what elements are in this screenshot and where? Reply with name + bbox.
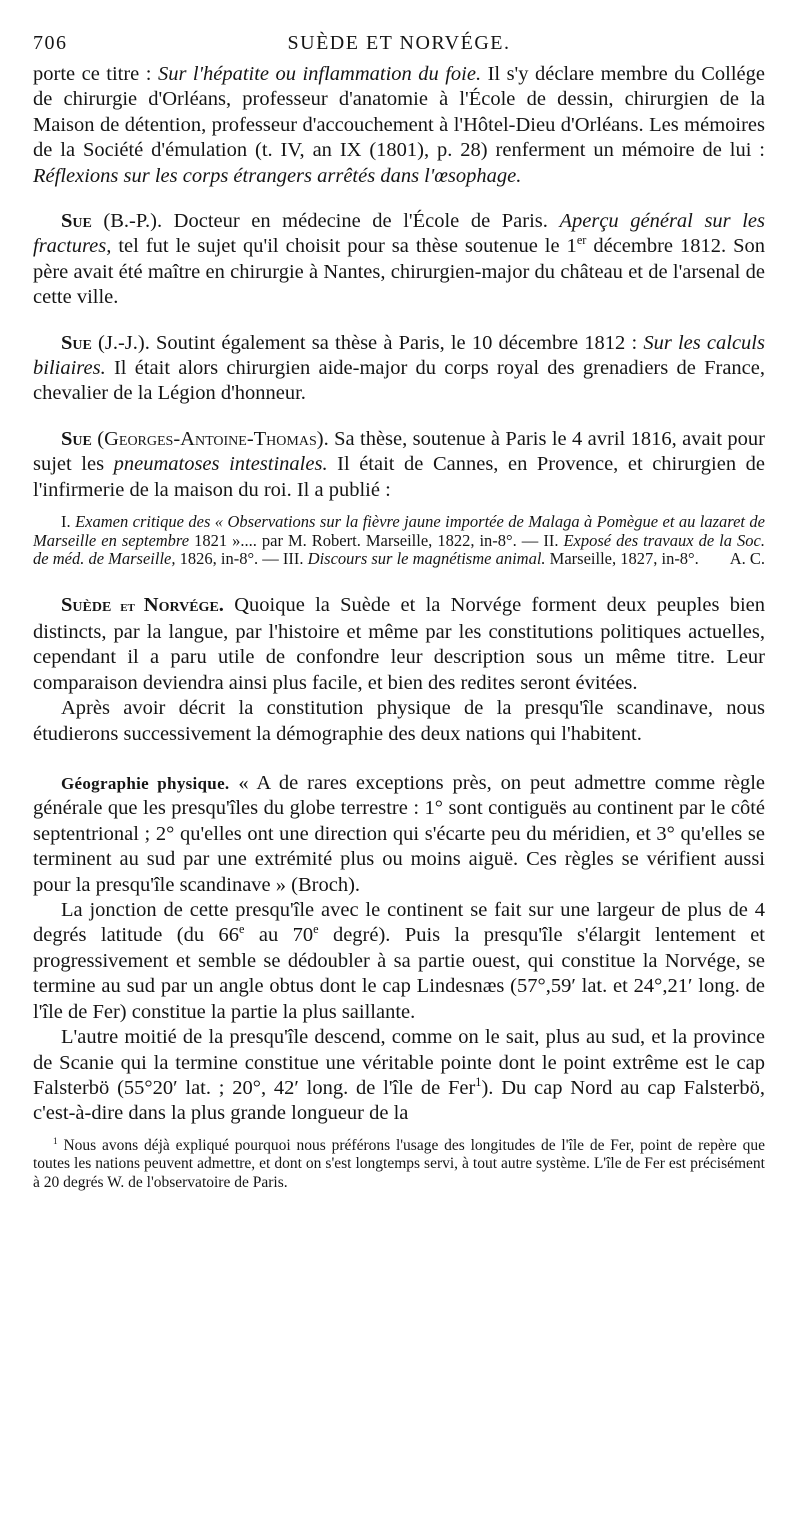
footnote-ref: 1 [475,1075,482,1090]
page-body [33,62,765,1127]
entry-full-name: Georges-Antoine-Thomas [104,427,317,450]
article-heading-et: et [111,598,144,615]
section-geographie [33,771,765,898]
text: Après avoir décrit la constitution physique de la presqu'île scandinave, nous étudierons successivement la démographie des deux nations qui l'habitent. [33,697,765,745]
bibliography-list [33,513,765,569]
italic-title: Exposé des travaux de la Soc. de méd. de Marseille, [33,530,765,569]
paragraph [33,696,765,747]
paragraph [33,1025,765,1127]
italic-title: Examen critique des « Observations sur la fièvre jaune importée de Malaga à Pomègue et au lazaret de Marseille en septembre [33,512,766,550]
superscript: e [313,922,319,937]
text: « A de rares exceptions près, on peut admettre comme règle générale que les presqu'îles du globe terrestre : 1° sont contiguës au continent par le côté septentrional ; 2° qu'elles ont une direction qui s'écarte peu du méridien, et 3° qu'elles se terminent au sud par une extrémité plus ou moins aiguë. Ces règles se vérifient aussi pour la presqu'île scandinave » (Broch). [33,772,765,896]
italic-title: Aperçu général sur les fractures, [33,210,766,258]
footnote [33,1137,765,1193]
entry-name: Sue [61,210,92,233]
text: (B.-P.). Docteur en médecine de l'École de Paris. [91,210,560,233]
text: décembre 1812. Son père avait été maître en chirurgie à Nantes, chirurgien-major du château et de l'arsenal de cette ville. [33,235,765,309]
text: ). Du cap Nord au cap Falsterbö, c'est-à-dire dans la plus grande longueur de la [33,1076,765,1125]
text: (J.-J.). Soutint également sa thèse à Paris, le 10 décembre 1812 : [91,331,644,354]
text: ( [91,427,105,450]
text: La jonction de cette presqu'île avec le continent se fait sur une largeur de plus de 4 degrés latitude (du 66 [33,899,765,947]
entry-sue-jj [33,331,765,407]
footnote-text: Nous avons déjà expliqué pourquoi nous préférons l'usage des longitudes de l'île de Fer, point de repère que toutes les nations peuvent admettre, et dont on s'est longtemps servi, à tout autre système. L'île de Fer est précisément à 20 degrés W. de l'observatoire de Paris. [33,1136,765,1191]
text: degré). Puis la presqu'île s'élargit lentement et progressivement et semble se dédoubler à sa partie ouest, qui constitue la Norvége, se termine au sud par un angle obtus dont le cap Lindesnæs (57°,59′ lat. et 24°,21′ long. de l'île de Fer) constitue la partie la plus saillante. [33,924,766,1023]
text: au 70 [244,924,314,947]
italic-title: pneumatoses intestinales. [113,453,328,476]
running-head [33,32,765,62]
text: Marseille, 1827, in-8°. [545,549,699,569]
article-heading: Suède [61,593,112,616]
entry-sue-georges [33,427,765,503]
text: porte ce titre : [33,63,158,85]
entry-name: Sue [61,331,92,354]
footnote-marker: 1 [53,1136,58,1147]
text: 1821 ».... par M. Robert. Marseille, 1822, in-8°. — II. [189,530,564,550]
italic-title: Discours sur le magnétisme animal. [307,549,546,569]
paragraph-continuation [33,62,765,189]
italic-title: Sur les calculs biliaires. [33,331,765,380]
paragraph [33,898,765,1025]
text: tel fut le sujet qu'il choisit pour sa thèse soutenue le 1 [111,235,577,258]
text: L'autre moitié de la presqu'île descend, comme on le sait, plus au sud, et la province de Scanie qui la termine constitue une véritable pointe dont le point extrême est le cap Falsterbö (55°20′ lat. ; 20°, 42′ long. de l'île de Fer [33,1026,765,1099]
running-title: SUÈDE ET NORVÉGE. [287,32,511,54]
text: Il était alors chirurgien aide-major du corps royal des grenadiers de France, chevalier de la Légion d'honneur. [33,357,765,405]
superscript: e [238,922,245,937]
entry-sue-bp [33,209,765,311]
section-heading: Géographie physique. [61,774,230,794]
entry-name: Sue [61,427,92,450]
italic-title: Sur l'hépatite ou inflammation du foie. [157,63,482,85]
text: ). Sa thèse, soutenue à Paris le 4 avril 1816, avait pour sujet les [33,427,765,476]
italic-title: Réflexions sur les corps étrangers arrêtés dans l'œsophage. [33,164,522,187]
author-signature: A. C. [729,549,765,569]
text: Il s'y déclare membre du Collége de chirurgie d'Orléans, professeur d'anatomie à l'École de dessin, chirurgien de la Maison de détention, professeur d'accouchement à l'Hôtel-Dieu d'Orléans. Les mémoires de la Société d'émulation (t. IV, an IX (1801), p. 28) renferment un mémoire de lui : [33,63,765,162]
superscript: er [576,233,587,248]
article-heading: Norvége. [143,593,224,616]
text: Quoique la Suède et la Norvége forment deux peuples bien distincts, par la langue, par l'histoire et même par les constitutions politiques actuelles, cependant il a paru utile de confondre leur description sous un même titre. Leur comparaison deviendra ainsi plus facile, et bien des redites seront évitées. [33,593,765,694]
article-intro [33,593,765,697]
text: Il était de Cannes, en Provence, et chirurgien de l'infirmerie de la maison du roi. Il a publié : [33,453,765,501]
text: 1826, in-8°. — III. [175,549,308,569]
page-number: 706 [33,32,68,54]
text: I. [61,512,76,532]
